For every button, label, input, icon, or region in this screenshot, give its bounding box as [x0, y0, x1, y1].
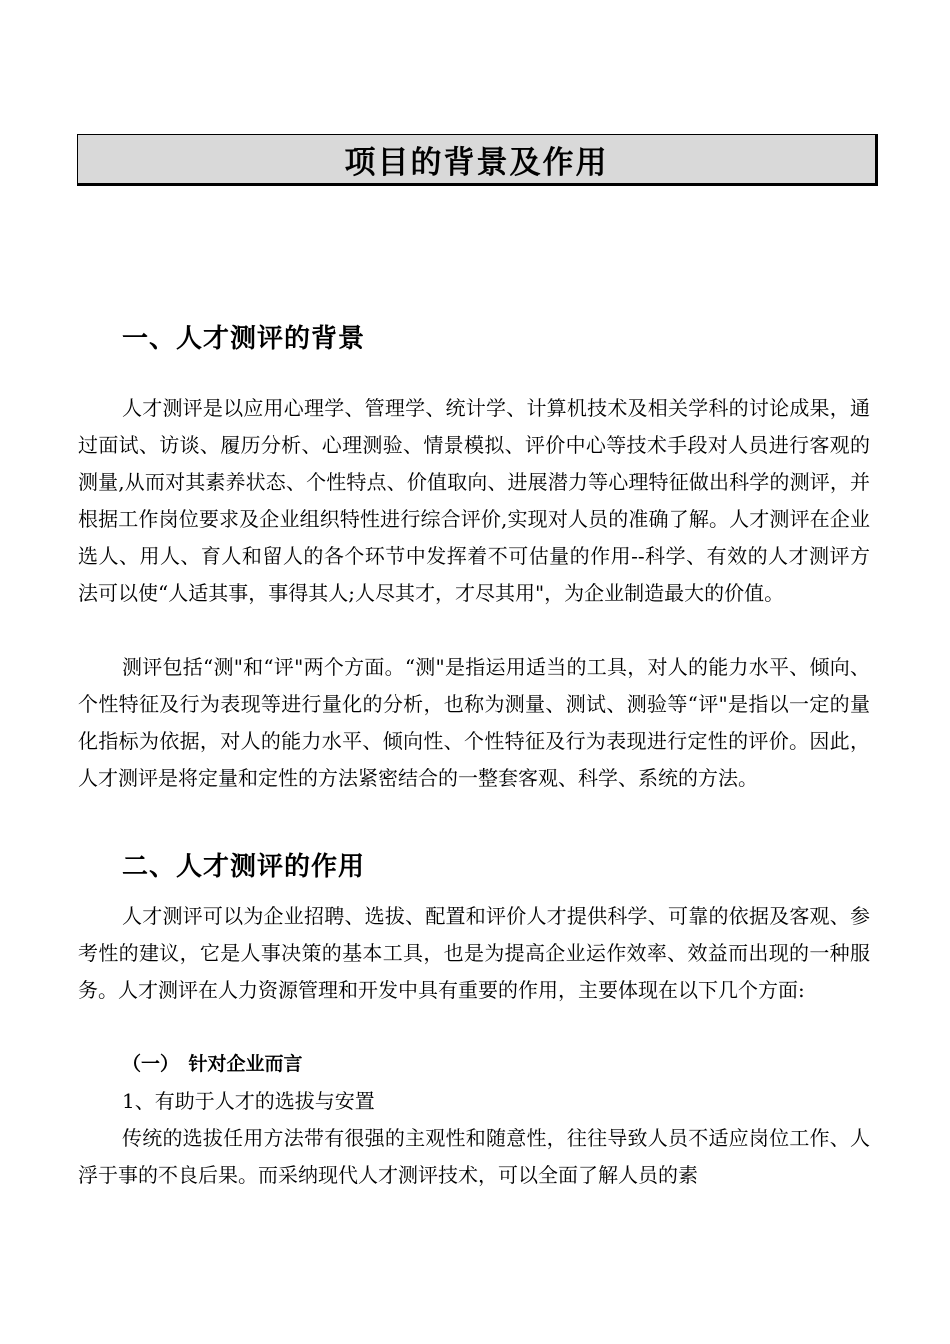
document-title: 项目的背景及作用: [344, 144, 609, 181]
section-2-paragraph-2: 传统的选拔任用方法带有很强的主观性和随意性，往往导致人员不适应岗位工作、人浮于事的不良后果。而采纳现代人才测评技术，可以全面了解人员的素: [78, 1126, 870, 1187]
section-1-heading: 一、人才测评的背景: [122, 324, 366, 354]
list-item-1: 1、有助于人才的选拔与安置: [122, 1089, 375, 1113]
section-2-paragraph-1: 人才测评可以为企业招聘、选拔、配置和评价人才提供科学、可靠的依据及客观、参考性的建议，它是人事决策的基本工具，也是为提高企业运作效率、效益而出现的一种服务。人才测评在人力资源管理和开发中具有重要的作用，主要体现在以下几个方面:: [78, 904, 870, 1002]
document-title-box: [77, 134, 878, 186]
section-1-paragraph-2: 测评包括“测"和“评"两个方面。“测"是指运用适当的工具，对人的能力水平、倾向、个性特征及行为表现等进行量化的分析，也称为测量、测试、测验等“评"是指以一定的量化指标为依据，对人的能力水平、倾向性、个性特征及行为表现进行定性的评价。因此，人才测评是将定量和定性的方法紧密结合的一整套客观、科学、系统的方法。: [78, 655, 870, 790]
section-1-paragraph-1: 人才测评是以应用心理学、管理学、统计学、计算机技术及相关学科的讨论成果，通过面试、访谈、履历分析、心理测验、情景模拟、评价中心等技术手段对人员进行客观的测量,从而对其素养状态、个性特点、价值取向、进展潜力等心理特征做出科学的测评，并根据工作岗位要求及企业组织特性进行综合评价,实现对人员的准确了解。人才测评在企业选人、用人、育人和留人的各个环节中发挥着不可估量的作用--科学、有效的人才测评方法可以使“人适其事，事得其人;人尽其才，才尽其用"，为企业制造最大的价值。: [78, 396, 870, 605]
subsection-1-heading: （一） 针对企业而言: [122, 1053, 303, 1075]
section-2-heading: 二、人才测评的作用: [122, 852, 366, 882]
